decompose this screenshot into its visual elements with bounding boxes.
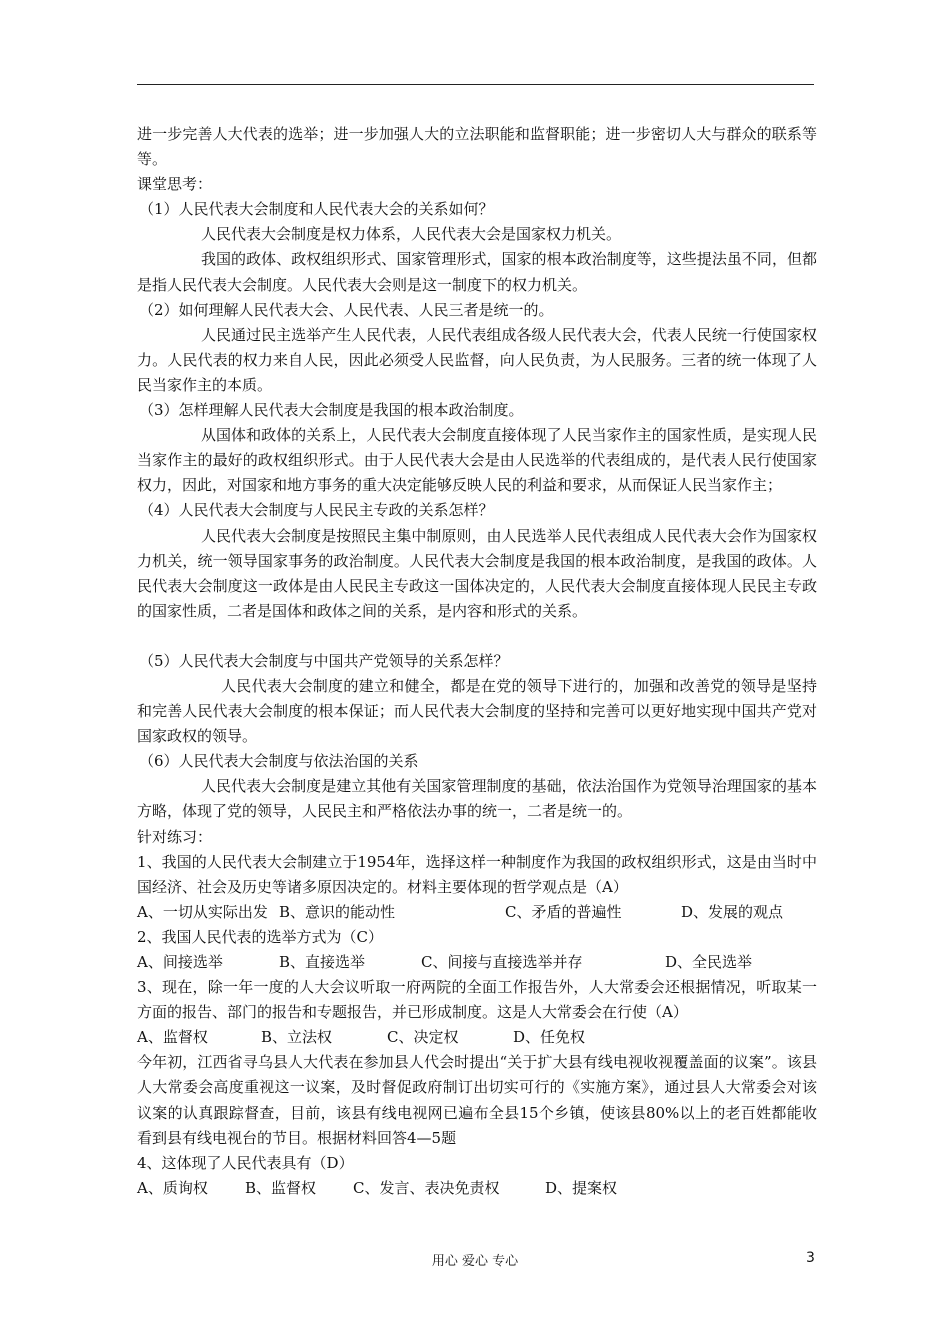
answer-5: 人民代表大会制度的建立和健全，都是在党的领导下进行的，加强和改善党的领导是坚持和完善人民代表大会制度的根本保证；而人民代表大会制度的坚持和完善可以更好地实现中国共产党对国家政权的领导。 [137,676,817,746]
practice-heading: 针对练习： [137,827,213,846]
answer-2: 人民通过民主选举产生人民代表，人民代表组成各级人民代表大会，代表人民统一行使国家权力。人民代表的权力来自人民，因此必须受人民监督，向人民负责，为人民服务。三者的统一体现了人民当家作主的本质。 [137,325,817,394]
exercise-4: 4、这体现了人民代表具有（D） [137,1153,354,1172]
answer-1-part-2: 我国的政体、政权组织形式、国家管理形式，国家的根本政治制度等，这些提法虽不同，但都是指人民代表大会制度。人民代表大会则是这一制度下的权力机关。 [137,250,817,294]
question-6: （6）人民代表大会制度与依法治国的关系 [139,752,419,771]
footer-text: 用心 爱心 专心 [431,1254,519,1269]
exercise-1-options [137,900,817,925]
option: B、直接选举 [279,953,366,971]
option: A、质询权 [137,1178,208,1197]
answer-3: 从国体和政体的关系上，人民代表大会制度直接体现了人民当家作主的国家性质，是实现人民当家作主的最好的政权组织形式。由于人民代表大会是由人民选举的代表组成的，是代表人民行使国家权力，因此，对国家和地方事务的重大决定能够反映人民的利益和要求，从而保证人民当家作主； [137,426,817,495]
option: A、一切从实际出发 [137,902,268,921]
option: A、间接选举 [137,953,223,971]
option: C、发言、表决免责权 [353,1178,500,1197]
blank-line [137,624,817,649]
question-2: （2）如何理解人民代表大会、人民代表、人民三者是统一的。 [139,300,554,319]
exercise-2: 2、我国人民代表的选举方式为（C） [137,927,384,946]
option: B、立法权 [261,1028,333,1047]
option: D、提案权 [545,1178,618,1197]
paragraph: 进一步完善人大代表的选举；进一步加强人大的立法职能和监督职能；进一步密切人大与群众的联系等等。 [137,125,817,169]
option: C、间接与直接选举并存 [421,953,583,971]
option: B、意识的能动性 [279,902,396,921]
exercise-4-options [137,1176,817,1201]
question-5: （5）人民代表大会制度与中国共产党领导的关系怎样？ [139,651,509,670]
answer-6: 人民代表大会制度是建立其他有关国家管理制度的基础，依法治国作为党领导治理国家的基本方略，体现了党的领导，人民民主和严格依法办事的统一，二者是统一的。 [137,777,817,821]
exercise-2-options [137,950,817,975]
section-heading: 课堂思考： [137,175,213,194]
option: C、矛盾的普遍性 [505,902,622,921]
option: D、发展的观点 [681,902,784,921]
option: B、监督权 [245,1178,317,1197]
document-body [137,122,817,1201]
page-number: 3 [806,1250,815,1266]
header-rule [137,84,814,85]
question-1: （1）人民代表大会制度和人民代表大会的关系如何？ [139,200,494,219]
exercise-3-options [137,1025,817,1050]
option: A、监督权 [137,1028,208,1047]
option: C、决定权 [387,1028,459,1047]
answer-1-part-1: 人民代表大会制度是权力体系，人民代表大会是国家权力机关。 [201,225,622,244]
material-paragraph: 今年初，江西省寻乌县人大代表在参加县人代会时提出“关于扩大县有线电视收视覆盖面的议案”。该县人大常委会高度重视这一议案，及时督促政府制订出切实可行的《实施方案》，通过县人大常委会对该议案的认真跟踪督查，目前，该县有线电视网已遍布全县15个乡镇，使该县80%以上的老百姓都能收看到县有线电视台的节目。根据材料回答4—5题 [137,1053,817,1147]
question-3: （3）怎样理解人民代表大会制度是我国的根本政治制度。 [139,401,524,420]
exercise-3: 3、现在，除一年一度的人大会议听取一府两院的全面工作报告外，人大常委会还根据情况，听取某一方面的报告、部门的报告和专题报告，并已形成制度。这是人大常委会在行使（A） [137,978,817,1022]
question-4: （4）人民代表大会制度与人民民主专政的关系怎样？ [139,501,494,520]
answer-4: 人民代表大会制度是按照民主集中制原则，由人民选举人民代表组成人民代表大会作为国家权力机关，统一领导国家事务的政治制度。人民代表大会制度是我国的根本政治制度，是我国的政体。人民代表大会制度这一政体是由人民民主专政这一国体决定的，人民代表大会制度直接体现人民民主专政的国家性质，二者是国体和政体之间的关系，是内容和形式的关系。 [137,526,817,620]
option: D、全民选举 [665,953,753,971]
option: D、任免权 [513,1028,586,1047]
exercise-1: 1、我国的人民代表大会制建立于1954年，选择这样一种制度作为我国的政权组织形式，这是由当时中国经济、社会及历史等诸多原因决定的。材料主要体现的哲学观点是（A） [137,852,817,896]
